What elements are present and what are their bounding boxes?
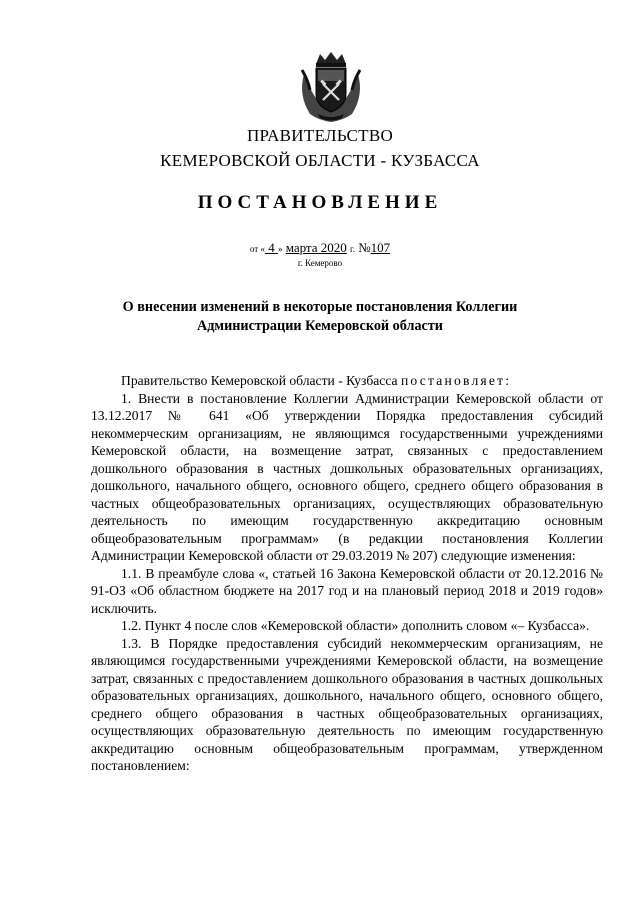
date-day: 4 [268, 240, 275, 255]
coat-of-arms-icon [296, 50, 366, 124]
paragraph-1: 1. Внести в постановление Коллегии Администрации Кемеровской области от 13.12.2017 № 641 «Об утверждении Порядка предоставления субсидий некоммерческим организациям, не являющимся государственными учреждениями Кемеровской области, на возмещение затрат, связанных с предоставлением дошкольного образования в частных дошкольных образовательных организациях, дошкольного, начального общего, основного общего, среднего общего образования в частных общеобразовательных организациях, осуществляющих образовательную деятельность по имеющим государственную аккредитацию основным общеобразовательным программам» (в редакции постановления Коллегии Администрации Кемеровской области от 29.03.2019 № 207) следующие изменения: [91, 390, 603, 563]
organization-name-line1: ПРАВИТЕЛЬСТВО [246, 126, 394, 145]
document-number-label: № [358, 240, 371, 255]
date-month-year: марта 2020 [285, 240, 347, 255]
paragraph-1-1: 1.1. В преамбуле слова «, статьей 16 Закона Кемеровской области от 20.12.2016 № 91-ОЗ «Об областном бюджете на 2017 год и на плановый период 2018 и 2019 годов» исключить. [91, 565, 603, 616]
document-number: 107 [370, 240, 391, 255]
document-heading [120, 298, 520, 336]
heading-line1: О внесении изменений в некоторые постановления Коллегии [122, 299, 518, 315]
heading-line2: Администрации Кемеровской области [196, 318, 443, 334]
document-type-title: ПОСТАНОВЛЕНИЕ [197, 192, 443, 213]
document-dateline [0, 240, 640, 256]
date-year-suffix: г. [350, 244, 355, 254]
paragraph-1-2: 1.2. Пункт 4 после слов «Кемеровской области» дополнить словом «– Кузбасса». [121, 618, 590, 633]
document-city: г. Кемерово [297, 258, 343, 268]
date-from-label: от « [249, 244, 265, 254]
date-after-day: » [277, 244, 283, 254]
intro-paragraph: Правительство Кемеровской области - Кузбасса постановляет: [121, 373, 512, 388]
document-body [91, 372, 603, 775]
paragraph-1-3: 1.3. В Порядке предоставления субсидий некоммерческим организациям, не являющимся государственными учреждениями Кемеровской области, на возмещение затрат, связанных с предоставлением дошкольного образования в частных дошкольных образовательных организациях, дошкольного, начального общего, основного общего, среднего общего образования в частных общеобразовательных организациях, осуществляющих образовательную деятельность по имеющим государственную аккредитацию основным общеобразовательным программам, утвержденном постановлением: [91, 635, 603, 773]
organization-name-line2: КЕМЕРОВСКОЙ ОБЛАСТИ - КУЗБАССА [160, 151, 480, 170]
